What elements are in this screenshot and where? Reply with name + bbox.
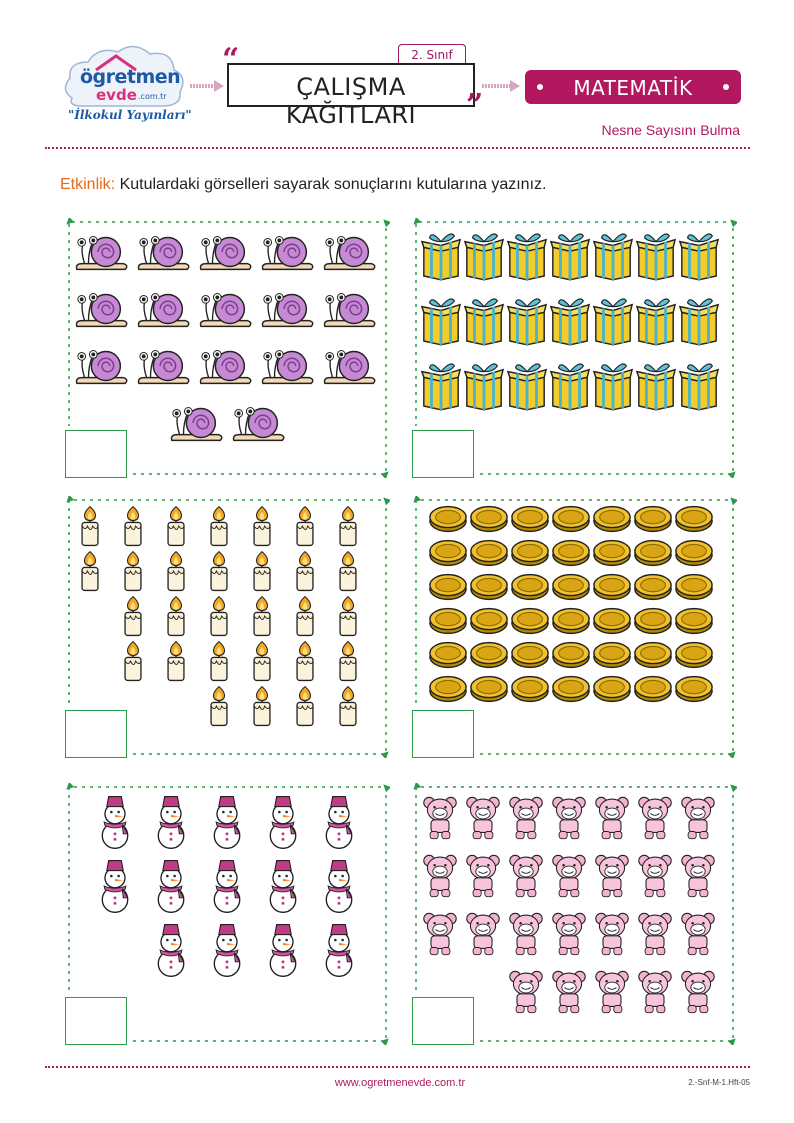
teddy-bear-icon [422, 851, 458, 905]
answer-box[interactable] [65, 430, 127, 478]
teddy-bear-icon [637, 793, 673, 847]
coin-icon [674, 674, 714, 708]
snail-icon [230, 401, 288, 449]
coin-icon [633, 606, 673, 640]
teddy-bear-icon [551, 967, 587, 1021]
snowman-icon [319, 921, 359, 983]
grade-tab: 2. Sınıf [398, 44, 466, 65]
coin-icon [633, 640, 673, 674]
coin-icon [428, 538, 468, 572]
gift-box-icon [592, 293, 634, 351]
snail-icon [197, 287, 255, 335]
coin-icon [510, 606, 550, 640]
counting-panel-candles [65, 496, 390, 758]
snowman-icon [207, 921, 247, 983]
coin-icon [510, 504, 550, 538]
teddy-bear-icon [594, 793, 630, 847]
coin-icon [592, 504, 632, 538]
candle-icon [290, 639, 320, 687]
snail-icon [73, 287, 131, 335]
snail-icon [73, 230, 131, 278]
coin-icon [592, 538, 632, 572]
teddy-bear-icon [680, 909, 716, 963]
snowman-icon [207, 793, 247, 855]
candle-icon [161, 639, 191, 687]
coin-icon [428, 640, 468, 674]
coin-icon [674, 504, 714, 538]
arrow-right-icon [482, 80, 520, 92]
snail-icon [197, 230, 255, 278]
coin-icon [428, 504, 468, 538]
candle-icon [333, 549, 363, 597]
gift-box-icon [678, 358, 720, 416]
title-box [227, 63, 475, 129]
teddy-bear-icon [422, 793, 458, 847]
candle-icon [161, 594, 191, 642]
coin-icon [633, 504, 673, 538]
coin-icon [592, 572, 632, 606]
teddy-bear-icon [551, 909, 587, 963]
candle-icon [204, 684, 234, 732]
answer-box[interactable] [65, 997, 127, 1045]
coin-icon [510, 640, 550, 674]
coin-icon [510, 538, 550, 572]
snowman-icon [95, 793, 135, 855]
coin-icon [551, 640, 591, 674]
teddy-bear-icon [465, 793, 501, 847]
subject-label: MATEMATİK [573, 76, 693, 100]
coin-icon [469, 504, 509, 538]
candle-icon [333, 684, 363, 732]
counting-panel-teddy-bears [412, 783, 737, 1045]
gift-box-icon [463, 358, 505, 416]
teddy-bear-icon [465, 851, 501, 905]
coin-icon [674, 538, 714, 572]
candle-icon [118, 639, 148, 687]
snail-icon [259, 344, 317, 392]
candle-icon [204, 549, 234, 597]
gift-box-icon [635, 293, 677, 351]
coin-icon [674, 606, 714, 640]
candle-icon [247, 504, 277, 552]
snail-icon [135, 287, 193, 335]
gift-box-icon [549, 358, 591, 416]
coin-icon [674, 572, 714, 606]
teddy-bear-icon [551, 851, 587, 905]
coin-icon [674, 640, 714, 674]
coin-icon [469, 572, 509, 606]
candle-icon [118, 594, 148, 642]
teddy-bear-icon [594, 967, 630, 1021]
teddy-bear-icon [637, 909, 673, 963]
gift-box-icon [592, 228, 634, 286]
coin-icon [551, 504, 591, 538]
footer-url: www.ogretmenevde.com.tr [334, 1077, 466, 1089]
teddy-bear-icon [637, 967, 673, 1021]
gift-box-icon [549, 228, 591, 286]
coin-icon [551, 572, 591, 606]
candle-icon [204, 504, 234, 552]
candle-icon [290, 504, 320, 552]
coin-icon [469, 538, 509, 572]
gift-box-icon [506, 228, 548, 286]
gift-box-icon [463, 293, 505, 351]
gift-box-icon [678, 228, 720, 286]
bullet-icon [723, 84, 729, 90]
header-divider [45, 147, 750, 149]
counting-panel-coins [412, 496, 737, 758]
snowman-icon [95, 857, 135, 919]
candle-icon [247, 684, 277, 732]
answer-box[interactable] [65, 710, 127, 758]
teddy-bear-icon [508, 909, 544, 963]
candle-icon [290, 594, 320, 642]
coin-icon [510, 674, 550, 708]
candle-icon [247, 594, 277, 642]
coin-icon [428, 674, 468, 708]
snail-icon [259, 287, 317, 335]
candle-icon [333, 504, 363, 552]
snowman-icon [263, 857, 303, 919]
candle-icon [118, 549, 148, 597]
teddy-bear-icon [508, 967, 544, 1021]
snail-icon [168, 401, 226, 449]
coin-icon [551, 674, 591, 708]
close-quote-icon: ” [466, 88, 484, 123]
page-title: ÇALIŞMA KAĞITLARI [285, 73, 417, 129]
coin-icon [469, 640, 509, 674]
snail-icon [321, 287, 379, 335]
arrow-right-icon [190, 80, 224, 92]
subject-badge [525, 70, 741, 104]
logo-domain: .com.tr [138, 92, 167, 101]
snail-icon [259, 230, 317, 278]
gift-box-icon [420, 358, 462, 416]
snowman-icon [151, 793, 191, 855]
logo-tagline: "İlkokul Yayınları" [68, 108, 192, 122]
gift-box-icon [635, 358, 677, 416]
teddy-bear-icon [594, 851, 630, 905]
teddy-bear-icon [422, 909, 458, 963]
snail-icon [197, 344, 255, 392]
candle-icon [161, 549, 191, 597]
counting-panel-snails [65, 218, 390, 478]
activity-label: Etkinlik: [60, 176, 116, 193]
coin-icon [428, 572, 468, 606]
coin-icon [510, 572, 550, 606]
coin-icon [633, 572, 673, 606]
candle-icon [118, 504, 148, 552]
snail-icon [135, 344, 193, 392]
teddy-bear-icon [680, 851, 716, 905]
teddy-bear-icon [594, 909, 630, 963]
snowman-icon [319, 857, 359, 919]
gift-box-icon [549, 293, 591, 351]
teddy-bear-icon [680, 967, 716, 1021]
answer-box[interactable] [412, 997, 474, 1045]
logo-name-main: ögretmen [80, 66, 181, 88]
snail-icon [321, 230, 379, 278]
gift-box-icon [420, 228, 462, 286]
topic-label: Nesne Sayısını Bulma [601, 122, 740, 138]
activity-instruction [60, 176, 546, 194]
candle-icon [333, 639, 363, 687]
gift-box-icon [592, 358, 634, 416]
answer-box[interactable] [412, 710, 474, 758]
teddy-bear-icon [551, 793, 587, 847]
coin-icon [592, 640, 632, 674]
coin-icon [469, 674, 509, 708]
publisher-logo [58, 40, 190, 130]
snail-icon [321, 344, 379, 392]
gift-box-icon [463, 228, 505, 286]
candle-icon [161, 504, 191, 552]
coin-icon [469, 606, 509, 640]
gift-box-icon [420, 293, 462, 351]
snowman-icon [151, 857, 191, 919]
snowman-icon [319, 793, 359, 855]
counting-panel-snowmen [65, 783, 390, 1045]
candle-icon [204, 594, 234, 642]
teddy-bear-icon [465, 909, 501, 963]
coin-icon [551, 538, 591, 572]
candle-icon [204, 639, 234, 687]
footer-code: 2.-Snf-M-1.Hft-05 [688, 1078, 750, 1087]
teddy-bear-icon [680, 793, 716, 847]
candle-icon [247, 639, 277, 687]
counting-panel-gifts [412, 218, 737, 478]
coin-icon [592, 674, 632, 708]
snail-icon [73, 344, 131, 392]
teddy-bear-icon [508, 793, 544, 847]
footer-divider [45, 1066, 750, 1068]
coin-icon [428, 606, 468, 640]
gift-box-icon [678, 293, 720, 351]
candle-icon [290, 549, 320, 597]
coin-icon [551, 606, 591, 640]
snowman-icon [263, 921, 303, 983]
candle-icon [75, 504, 105, 552]
candle-icon [75, 549, 105, 597]
gift-box-icon [635, 228, 677, 286]
snail-icon [135, 230, 193, 278]
snowman-icon [207, 857, 247, 919]
coin-icon [633, 674, 673, 708]
coin-icon [633, 538, 673, 572]
activity-text: Kutulardaki görselleri sayarak sonuçlarını kutularına yazınız. [119, 176, 547, 193]
open-quote-icon: “ [222, 42, 240, 77]
gift-box-icon [506, 293, 548, 351]
logo-name-sub: evde [96, 86, 137, 104]
gift-box-icon [506, 358, 548, 416]
candle-icon [247, 549, 277, 597]
coin-icon [592, 606, 632, 640]
snowman-icon [151, 921, 191, 983]
candle-icon [290, 684, 320, 732]
teddy-bear-icon [637, 851, 673, 905]
snowman-icon [263, 793, 303, 855]
answer-box[interactable] [412, 430, 474, 478]
candle-icon [333, 594, 363, 642]
teddy-bear-icon [508, 851, 544, 905]
